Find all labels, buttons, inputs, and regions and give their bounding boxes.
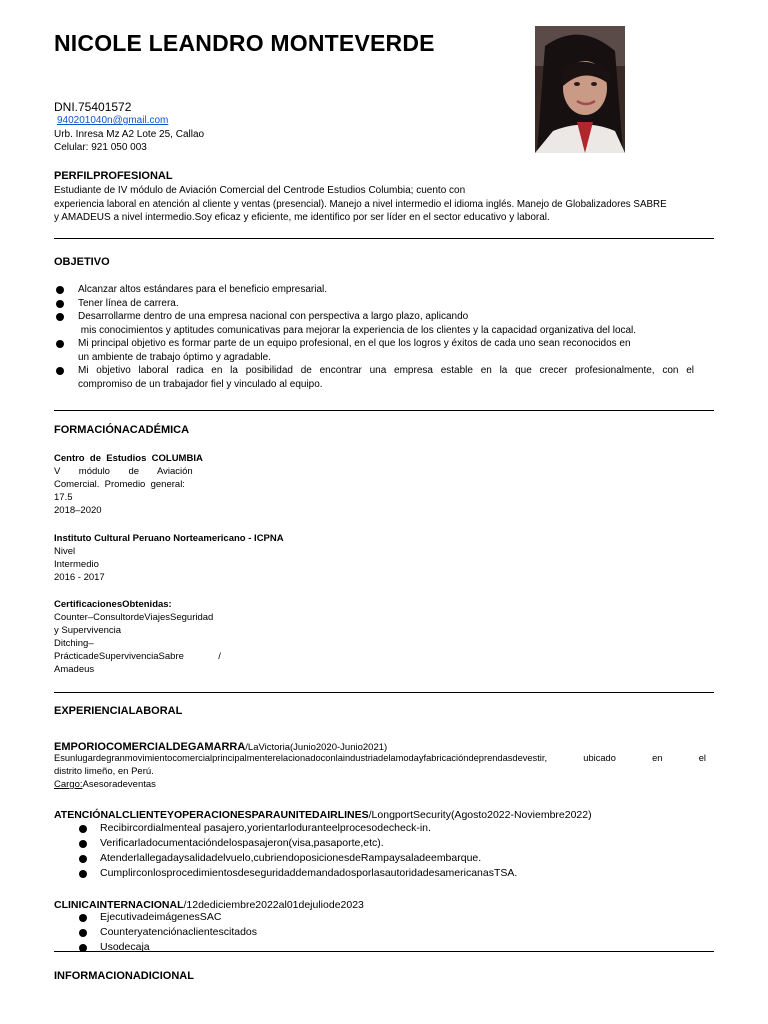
list-item [78,925,478,940]
profile-photo-graphic [535,26,625,153]
bullet-icon [79,855,87,863]
list-item [54,337,694,364]
perfil-line: y AMADEUS a nivel intermedio.Soy eficaz y eficiente, me identifico por ser líder en el sector educativo y laboral. [54,212,550,223]
education-columbia [54,452,210,517]
job-clinica-list [78,910,478,955]
bullet-icon [79,929,87,937]
list-item [54,297,694,311]
role-label: Cargo: [54,779,83,790]
objetivo-list [54,283,694,391]
bullet-icon [56,286,64,294]
job-company: EMPORIOCOMERCIALDEGAMARRA [54,741,246,753]
divider [54,692,714,693]
school-detail: V módulo de Aviación [54,466,193,477]
section-title-info: INFORMACIONADICIONAL [54,970,194,982]
job-period: /12dediciembre2022al01dejuliode2023 [183,899,364,911]
address: Urb. Inresa Mz A2 Lote 25, Callao [54,129,205,140]
list-item-text: Verificarladocumentacióndelospasajeron(visa,pasaporte,etc). [100,837,384,849]
list-item-text: Mi objetivo laboral radica en la posibilidad de encontrar una empresa estable en la que crecer profesionalmente, con el [78,365,694,376]
job-period: /LaVictoria(Junio2020-Junio2021) [245,742,388,753]
list-item-text: Desarrollarme dentro de una empresa nacional con perspectiva a largo plazo, aplicando [78,311,469,322]
job-desc-line: distrito limeño, en Perú. [54,766,154,777]
list-item [78,821,678,836]
list-item-text: Mi principal objetivo es formar parte de un equipo profesional, en el que los logros y éxitos de cada uno sean reconocidos en [78,338,631,349]
section-title-perfil: PERFILPROFESIONAL [54,170,173,182]
school-detail: Nivel [54,546,76,557]
perfil-line: Estudiante de IV módulo de Aviación Comercial del Centrode Estudios Columbia; cuento con [54,185,466,196]
bullet-icon [79,825,87,833]
job-gamarra-desc [54,752,706,791]
divider [54,238,714,239]
dni: DNI.75401572 [54,100,132,114]
divider [54,410,714,411]
education-icpna [54,532,354,584]
certification-line: Amadeus [54,664,95,675]
school-detail: 2018–2020 [54,505,102,516]
bullet-icon [56,313,64,321]
email-link[interactable]: 940201040n@gmail.com [57,115,169,126]
phone: Celular: 921 050 003 [54,142,147,153]
job-role [54,778,706,791]
role-value: Asesoradeventas [82,779,156,790]
list-item [54,364,694,391]
list-item [78,910,478,925]
list-item [78,836,678,851]
bullet-icon [56,340,64,348]
list-item-text: Tener línea de carrera. [78,297,179,309]
list-item [78,940,478,955]
bullet-icon [79,870,87,878]
list-item-text: mis conocimientos y aptitudes comunicativas para mejorar la experiencia de los clientes y la capacidad organizativa del local. [78,324,637,336]
school-detail: Intermedio [54,559,99,570]
list-item-text: compromiso de un trabajador fiel y vinculado al equipo. [78,378,323,390]
school-detail: 17.5 [54,492,73,503]
divider [54,951,714,952]
profile-photo [535,26,625,153]
list-item-text: CumplirconlosprocedimientosdeseguridaddemandadosporlasautoridadesamericanasTSA. [100,867,518,879]
certification-line: Counter–ConsultordeViajesSeguridad [54,612,214,623]
list-item-text: un ambiente de trabajo óptimo y agradable. [78,351,271,363]
job-united-list [78,821,678,881]
list-item-text: Atenderlallegadaysalidadelvuelo,cubriendoposicionesdeRampaysaladeembarque. [100,852,482,864]
school-detail: Comercial. Promedio general: [54,479,185,490]
list-item-text: Counteryatenciónaclientescitados [100,926,258,938]
bullet-icon [56,300,64,308]
school-name: Instituto Cultural Peruano Norteamericano - ICPNA [54,533,284,544]
perfil-line: experiencia laboral en atención al cliente y ventas (presencial). Manejo a nivel intermedio el idioma inglés. Manejo de Globalizadores SABRE [54,198,667,210]
perfil-text [54,184,722,225]
list-item [78,851,678,866]
list-item-text: EjecutivadeimágenesSAC [100,911,222,923]
certifications-title: CertificacionesObtenidas: [54,599,172,610]
candidate-name: NICOLE LEANDRO MONTEVERDE [54,30,435,56]
list-item [54,310,694,337]
bullet-icon [56,367,64,375]
certification-line: Ditching– [54,638,94,649]
list-item-text: Recibircordialmenteal pasajero,yorientarloduranteelprocesodecheck-in. [100,822,431,834]
section-title-experiencia: EXPERIENCIALABORAL [54,705,183,717]
section-title-formacion: FORMACIÓNACADÉMICA [54,424,190,436]
job-company: ATENCIÓNALCLIENTEYOPERACIONESPARAUNITEDAIRLINES [54,809,369,821]
list-item-text: Usodecaja [100,941,150,953]
certification-line: PrácticadeSupervivenciaSabre / [54,651,221,662]
certification-line: y Supervivencia [54,625,122,636]
section-title-objetivo: OBJETIVO [54,256,110,268]
job-company: CLINICAINTERNACIONAL [54,899,184,911]
school-detail: 2016 - 2017 [54,572,105,583]
list-item [54,283,694,297]
job-desc-line: Esunlugardegranmovimientocomercialprincipalmenterelacionadoconlaindustriadelamodayfabricacióndeprendasdevestir, ubicado en el [54,753,706,763]
job-period: /LongportSecurity(Agosto2022-Noviembre2022) [368,809,592,821]
list-item-text: Alcanzar altos estándares para el beneficio empresarial. [78,284,328,295]
bullet-icon [79,840,87,848]
certifications [54,598,254,676]
list-item [78,866,678,881]
school-name: Centro de Estudios COLUMBIA [54,453,203,464]
bullet-icon [79,914,87,922]
